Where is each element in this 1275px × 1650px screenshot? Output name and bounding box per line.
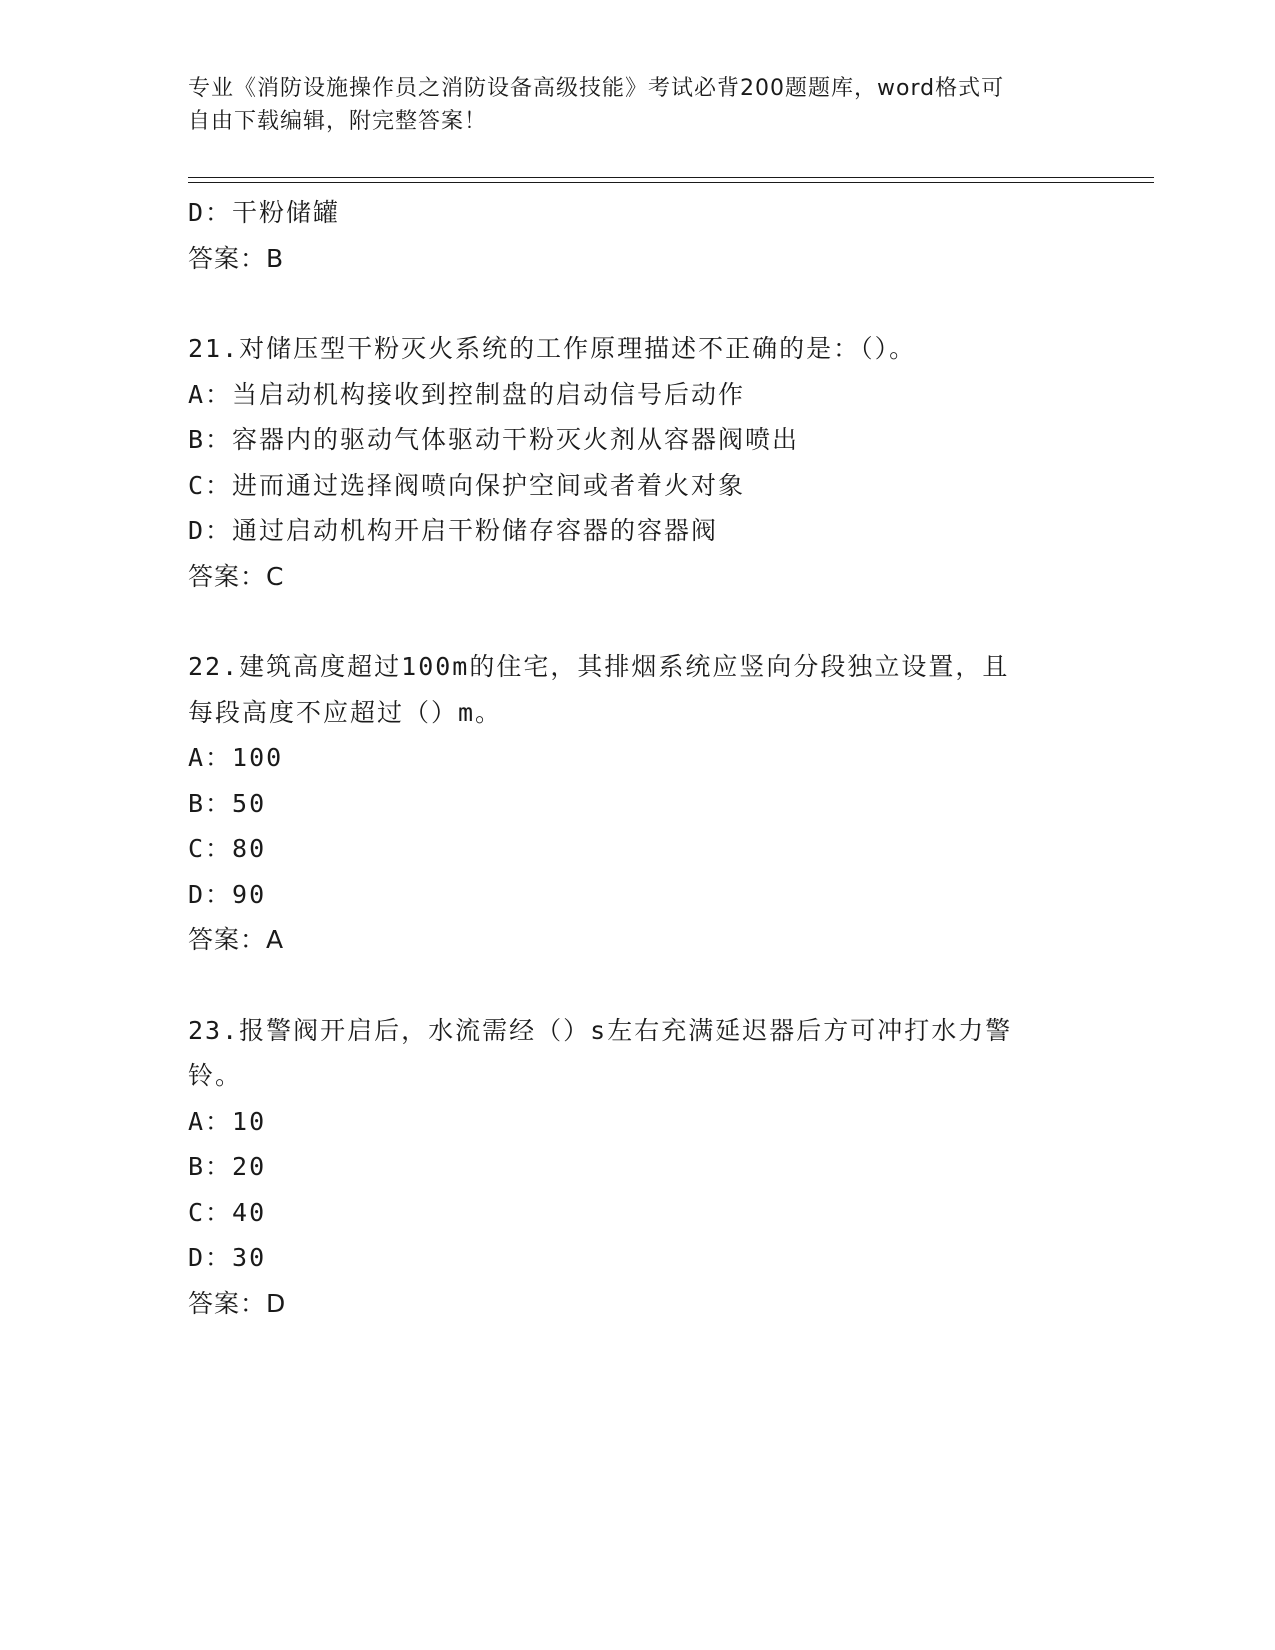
option-b: B：容器内的驱动气体驱动干粉灭火剂从容器阀喷出: [188, 425, 800, 454]
option-c: C：80: [188, 834, 267, 863]
header-divider-top: [188, 177, 1154, 178]
question-22: [188, 644, 1088, 963]
option-d: D：30: [188, 1243, 267, 1272]
question-list: [188, 190, 1088, 1371]
option-d: D：90: [188, 879, 267, 909]
answer: 答案：A: [188, 925, 285, 954]
header-divider-bottom: [188, 182, 1154, 183]
question-23: [188, 1008, 1088, 1327]
option-b: B：50: [188, 788, 267, 818]
option-d: D：通过启动机构开启干粉储存容器的容器阀: [188, 516, 719, 545]
question-stem-line-2: 铃。: [188, 1061, 243, 1090]
question-21: [188, 326, 1088, 599]
option-b: B：20: [188, 1152, 267, 1181]
option-c: C：进而通过选择阀喷向保护空间或者着火对象: [188, 470, 746, 500]
question-stem: 21.对储压型干粉灭火系统的工作原理描述不正确的是：（）。: [188, 334, 917, 363]
question-20-carryover: [188, 190, 1088, 281]
option-a: A：10: [188, 1106, 267, 1136]
header-line-1: 专业《消防设施操作员之消防设备高级技能》考试必背200题题库，word格式可: [188, 76, 1005, 101]
document-header: [188, 72, 1068, 138]
question-stem-line-2: 每段高度不应超过（）m。: [188, 697, 503, 727]
option-d: D：干粉储罐: [188, 198, 341, 227]
answer: 答案：D: [188, 1288, 287, 1318]
option-a: A：当启动机构接收到控制盘的启动信号后动作: [188, 379, 746, 409]
question-stem-line-1: 22.建筑高度超过100m的住宅，其排烟系统应竖向分段独立设置，且: [188, 652, 1010, 681]
option-a: A：100: [188, 743, 284, 772]
question-stem-line-1: 23.报警阀开启后，水流需经（）s左右充满延迟器后方可冲打水力警: [188, 1015, 1013, 1045]
header-line-2: 自由下载编辑，附完整答案！: [188, 109, 488, 134]
answer: 答案：C: [188, 561, 285, 591]
answer: 答案：B: [188, 243, 285, 273]
option-c: C：40: [188, 1197, 267, 1227]
